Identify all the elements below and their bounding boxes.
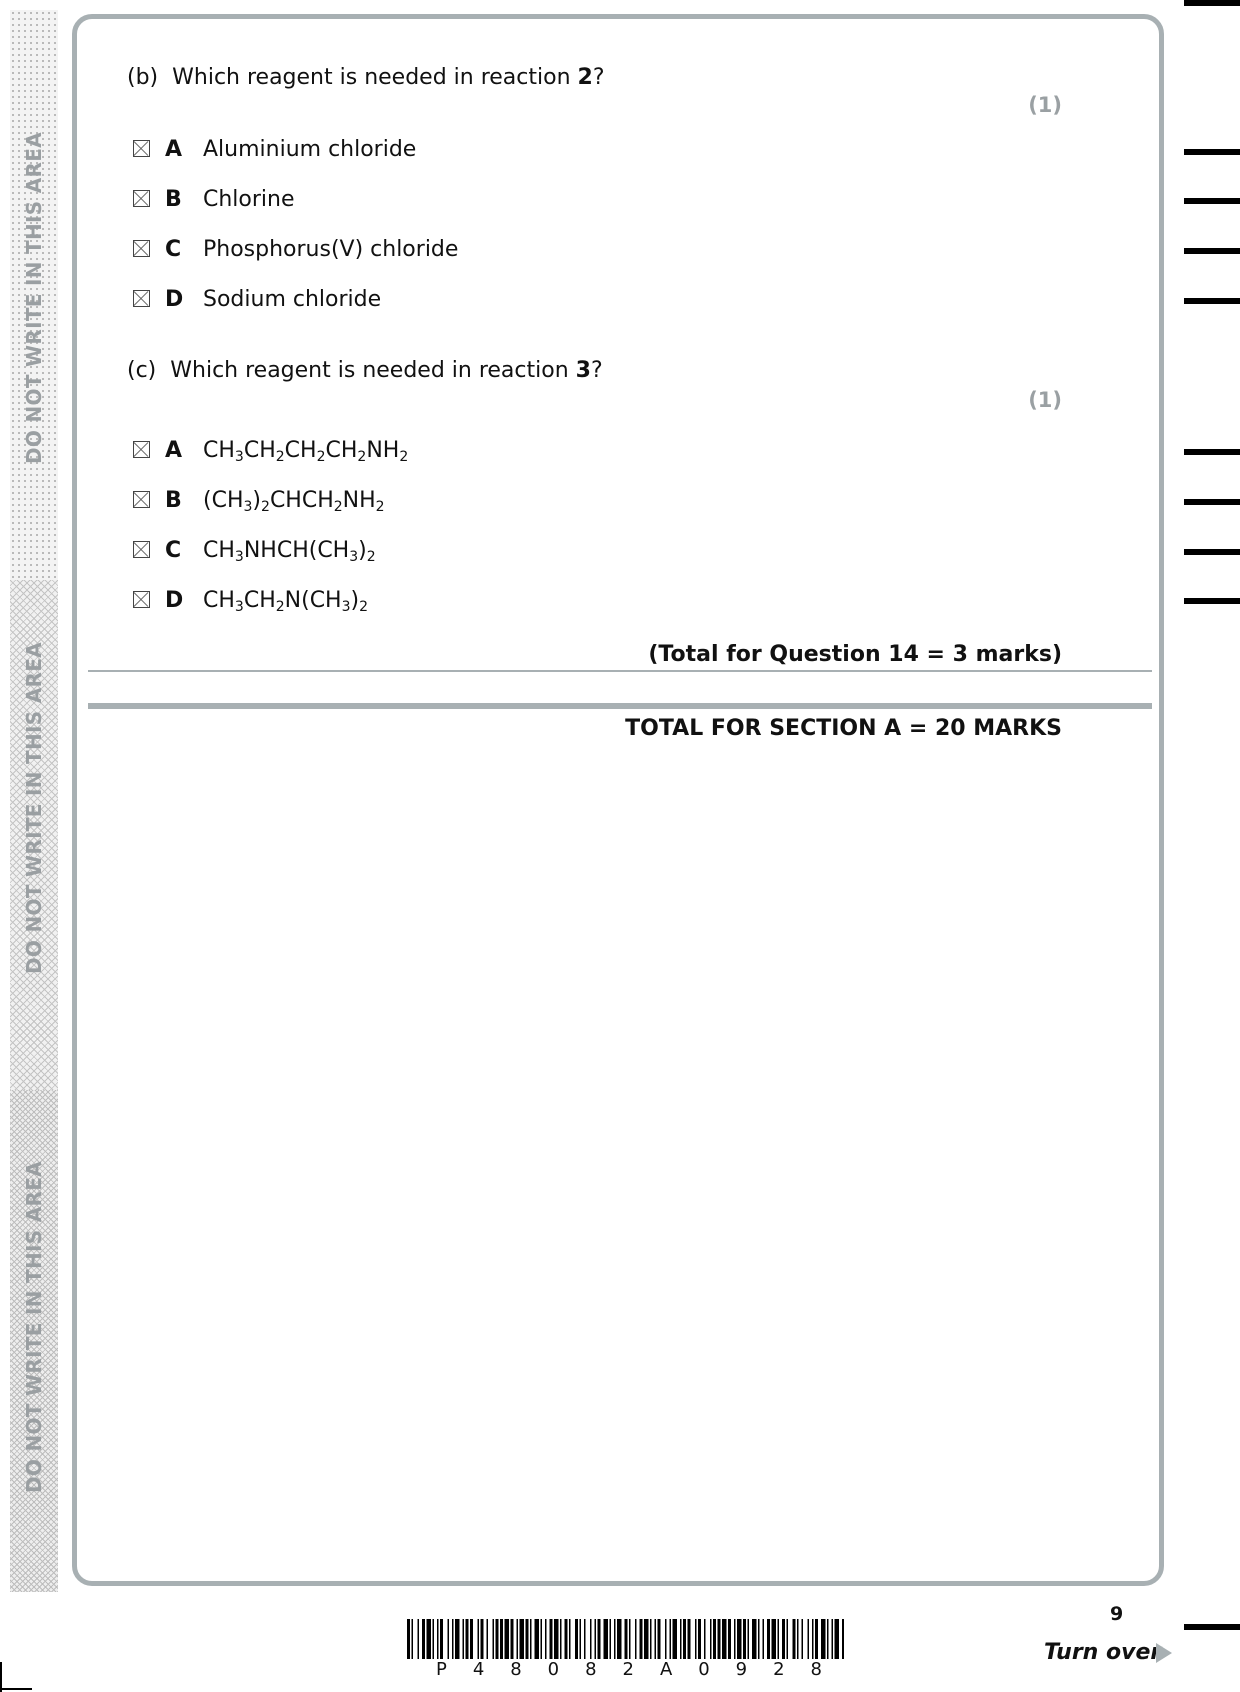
barcode-bar (437, 1619, 439, 1659)
registration-mark (1184, 0, 1240, 6)
barcode-bar (466, 1619, 469, 1659)
answer-checkbox[interactable] (133, 491, 150, 508)
option-letter: D (165, 287, 184, 312)
question-c-stem (127, 358, 603, 383)
barcode-bar (595, 1619, 597, 1659)
divider-thick (88, 703, 1152, 709)
barcode (407, 1619, 844, 1659)
barcode-bar (530, 1619, 532, 1659)
question-mark: ? (590, 358, 603, 383)
option-formula: $(CH_3)_2CHCH_2NH_2$ (203, 488, 385, 515)
barcode-bar (658, 1619, 661, 1659)
question-number: (b) (127, 65, 159, 90)
barcode-bar (842, 1619, 844, 1659)
barcode-bar (604, 1619, 609, 1659)
barcode-bar (422, 1619, 425, 1659)
barcode-char: 2 (773, 1659, 785, 1680)
question-total: (Total for Question 14 = 3 marks) (648, 642, 1062, 667)
barcode-bar (778, 1619, 780, 1659)
barcode-bar (802, 1619, 804, 1659)
barcode-bar (797, 1619, 799, 1659)
barcode-bar (722, 1619, 727, 1659)
barcode-bar (728, 1619, 731, 1659)
barcode-char: 8 (585, 1659, 597, 1680)
barcode-bar (598, 1619, 601, 1659)
barcode-char: P (436, 1659, 447, 1680)
divider-thin (88, 670, 1152, 672)
option-text: Sodium chloride (203, 287, 382, 312)
barcode-bar (433, 1619, 435, 1659)
barcode-char: 2 (622, 1659, 634, 1680)
answer-checkbox[interactable] (133, 541, 150, 558)
barcode-bar (787, 1619, 789, 1659)
option-letter: D (165, 588, 184, 613)
barcode-bar (448, 1619, 450, 1659)
option-formula: $CH_3NHCH(CH_3)_2$ (203, 538, 376, 565)
question-text: Which reagent is needed in reaction (170, 358, 576, 383)
barcode-bar (520, 1619, 525, 1659)
registration-mark (1184, 298, 1240, 304)
barcode-char: 8 (810, 1659, 822, 1680)
barcode-bar (772, 1619, 777, 1659)
barcode-bar (511, 1619, 514, 1659)
barcode-bar (496, 1619, 499, 1659)
barcode-bar (452, 1619, 454, 1659)
registration-mark (1184, 149, 1240, 155)
barcode-bar (793, 1619, 796, 1659)
barcode-bar (550, 1619, 553, 1659)
barcode-bar (704, 1619, 706, 1659)
barcode-bar (505, 1619, 510, 1659)
margin-label: DO NOT WRITE IN THIS AREA (22, 132, 46, 464)
barcode-bar (500, 1619, 503, 1659)
barcode-bar (565, 1619, 568, 1659)
barcode-bar (655, 1619, 657, 1659)
option-letter: C (165, 237, 182, 262)
barcode-bar (683, 1619, 686, 1659)
answer-checkbox[interactable] (133, 140, 150, 157)
barcode-bar (650, 1619, 652, 1659)
barcode-bar (541, 1619, 543, 1659)
barcode-bar (569, 1619, 571, 1659)
barcode-bar (554, 1619, 559, 1659)
barcode-bar (710, 1619, 712, 1659)
barcode-bar (718, 1619, 721, 1659)
barcode-number (436, 1659, 822, 1680)
option-text: Phosphorus(V) chloride (203, 237, 459, 262)
barcode-bar (590, 1619, 592, 1659)
barcode-bar (640, 1619, 643, 1659)
section-total: TOTAL FOR SECTION A = 20 MARKS (625, 716, 1062, 741)
page-number: 9 (1110, 1603, 1124, 1625)
barcode-bar (629, 1619, 631, 1659)
barcode-bar (748, 1619, 750, 1659)
barcode-bar (584, 1619, 586, 1659)
barcode-bar (455, 1619, 460, 1659)
barcode-bar (418, 1619, 420, 1659)
barcode-bar (737, 1619, 742, 1659)
barcode-bar (758, 1619, 760, 1659)
reaction-number: 2 (577, 65, 593, 90)
reaction-number: 3 (575, 358, 591, 383)
barcode-bar (832, 1619, 834, 1659)
barcode-bar (782, 1619, 785, 1659)
marks-label: (1) (1028, 93, 1062, 117)
option-formula: $CH_3CH_2CH_2CH_2NH_2$ (203, 438, 409, 465)
barcode-bar (752, 1619, 757, 1659)
barcode-bar (688, 1619, 691, 1659)
option-letter: A (165, 137, 183, 162)
barcode-bar (610, 1619, 612, 1659)
barcode-bar (827, 1619, 829, 1659)
barcode-bar (463, 1619, 465, 1659)
option-text: Chlorine (203, 187, 295, 212)
question-mark: ? (592, 65, 605, 90)
barcode-bar (560, 1619, 562, 1659)
registration-mark (1184, 549, 1240, 555)
crop-mark (0, 1688, 32, 1690)
option-letter: A (165, 438, 183, 463)
option-letter: B (165, 488, 182, 513)
barcode-bar (734, 1619, 736, 1659)
barcode-bar (526, 1619, 529, 1659)
barcode-bar (680, 1619, 682, 1659)
barcode-bar (614, 1619, 616, 1659)
question-b-stem (127, 65, 605, 90)
barcode-bar (545, 1619, 547, 1659)
answer-checkbox[interactable] (133, 190, 150, 207)
barcode-bar (470, 1619, 473, 1659)
option-letter: C (165, 538, 182, 563)
barcode-bar (478, 1619, 480, 1659)
barcode-bar (635, 1619, 637, 1659)
barcode-bar (575, 1619, 578, 1659)
barcode-bar (644, 1619, 649, 1659)
registration-mark (1184, 1624, 1240, 1630)
answer-checkbox[interactable] (133, 441, 150, 458)
marks-label: (1) (1028, 388, 1062, 412)
margin-label: DO NOT WRITE IN THIS AREA (22, 642, 46, 974)
barcode-bar (517, 1619, 519, 1659)
barcode-bar (493, 1619, 495, 1659)
barcode-bar (617, 1619, 622, 1659)
registration-mark (1184, 598, 1240, 604)
play-arrow-icon (1156, 1643, 1172, 1663)
barcode-char: 4 (472, 1659, 485, 1680)
barcode-bar (535, 1619, 540, 1659)
barcode-char: 0 (698, 1659, 710, 1680)
barcode-bar (815, 1619, 818, 1659)
barcode-bar (763, 1619, 765, 1659)
answer-checkbox[interactable] (133, 591, 150, 608)
answer-checkbox[interactable] (133, 290, 150, 307)
registration-mark (1184, 449, 1240, 455)
question-text: Which reagent is needed in reaction (172, 65, 578, 90)
barcode-bar (812, 1619, 814, 1659)
barcode-bar (743, 1619, 746, 1659)
question-number: (c) (127, 358, 157, 383)
barcode-char: 0 (547, 1659, 560, 1680)
barcode-char: 8 (510, 1659, 522, 1680)
option-text: Aluminium chloride (203, 137, 417, 162)
turn-over-label: Turn over (1044, 1640, 1162, 1665)
option-letter: B (165, 187, 182, 212)
barcode-bar (695, 1619, 697, 1659)
option-formula: $CH_3CH_2N(CH_3)_2$ (203, 588, 369, 615)
barcode-bar (580, 1619, 582, 1659)
barcode-bar (821, 1619, 826, 1659)
barcode-bar (407, 1619, 410, 1659)
barcode-bar (835, 1619, 840, 1659)
barcode-char: 9 (735, 1659, 748, 1680)
registration-mark (1184, 499, 1240, 505)
barcode-char: A (659, 1659, 673, 1680)
barcode-bar (665, 1619, 667, 1659)
margin-strip (10, 10, 58, 1592)
barcode-bar (412, 1619, 414, 1659)
registration-mark (1184, 248, 1240, 254)
barcode-bar (670, 1619, 672, 1659)
barcode-bar (487, 1619, 489, 1659)
barcode-bar (625, 1619, 628, 1659)
barcode-bar (427, 1619, 432, 1659)
barcode-bar (808, 1619, 810, 1659)
answer-checkbox[interactable] (133, 240, 150, 257)
barcode-bar (767, 1619, 770, 1659)
barcode-bar (440, 1619, 443, 1659)
barcode-bar (481, 1619, 484, 1659)
barcode-bar (673, 1619, 678, 1659)
barcode-bar (698, 1619, 701, 1659)
barcode-bar (713, 1619, 716, 1659)
registration-mark (1184, 198, 1240, 204)
margin-label: DO NOT WRITE IN THIS AREA (22, 1161, 46, 1493)
